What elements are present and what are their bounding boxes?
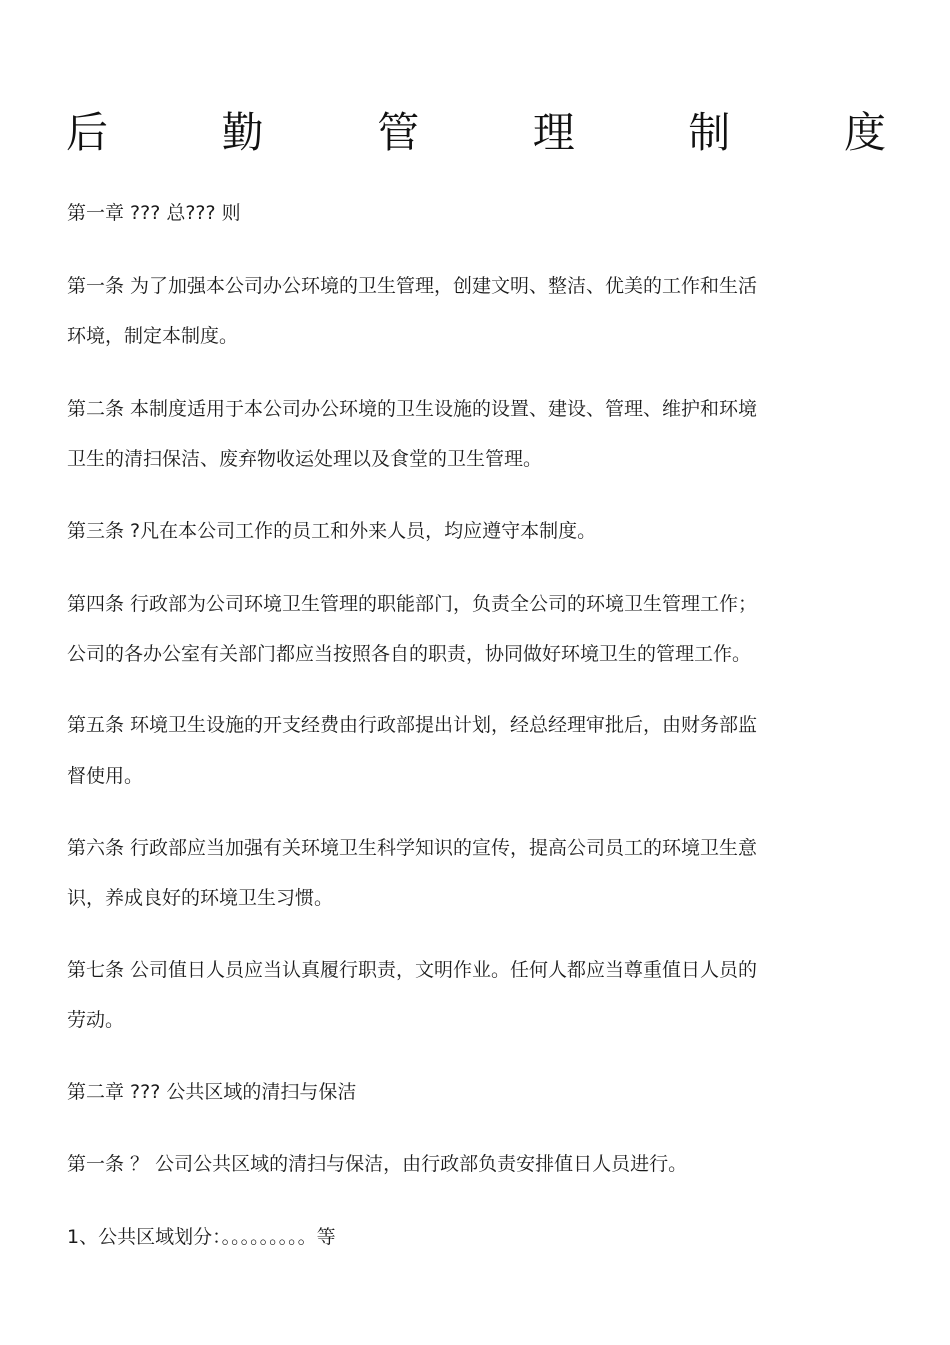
paragraph-line: 第一条 为了加强本公司办公环境的卫生管理，创建文明、整洁、优美的工作和生活 (67, 275, 758, 297)
document-title (66, 106, 886, 160)
chapter-heading: 第二章 ??? 公共区域的清扫与保洁 (67, 1081, 357, 1103)
paragraph-line: 1、公共区域划分：。。。。。。。。。等 (67, 1226, 336, 1248)
paragraph-line: 第三条 ?凡在本公司工作的员工和外来人员，均应遵守本制度。 (67, 520, 597, 542)
chapter-heading: 第一章 ??? 总??? 则 (67, 202, 241, 224)
title-char: 管 (377, 108, 420, 157)
paragraph-line: 第五条 环境卫生设施的开支经费由行政部提出计划，经总经理审批后，由财务部监 (67, 714, 758, 736)
paragraph-line: 第四条 行政部为公司环境卫生管理的职能部门，负责全公司的环境卫生管理工作； (67, 593, 758, 615)
paragraph-line: 第二条 本制度适用于本公司办公环境的卫生设施的设置、建设、管理、维护和环境 (67, 398, 758, 420)
paragraph-line: 第六条 行政部应当加强有关环境卫生科学知识的宣传，提高公司员工的环境卫生意 (67, 837, 758, 859)
title-char: 后 (66, 108, 109, 157)
title-char: 勤 (221, 108, 264, 157)
paragraph-line: 第一条 ？ 公司公共区域的清扫与保洁，由行政部负责安排值日人员进行。 (67, 1153, 688, 1175)
title-char: 度 (843, 108, 886, 157)
paragraph-line: 督使用。 (67, 765, 144, 787)
paragraph-line: 识，养成良好的环境卫生习惯。 (67, 887, 334, 909)
paragraph-line: 第七条 公司值日人员应当认真履行职责，文明作业。任何人都应当尊重值日人员的 (67, 959, 758, 981)
title-char: 理 (532, 108, 575, 157)
paragraph-line: 环境，制定本制度。 (67, 325, 239, 347)
title-char: 制 (688, 108, 731, 157)
paragraph-line: 公司的各办公室有关部门都应当按照各自的职责，协同做好环境卫生的管理工作。 (67, 643, 752, 665)
paragraph-line: 劳动。 (67, 1009, 125, 1031)
paragraph-line: 卫生的清扫保洁、废弃物收运处理以及食堂的卫生管理。 (67, 448, 543, 470)
